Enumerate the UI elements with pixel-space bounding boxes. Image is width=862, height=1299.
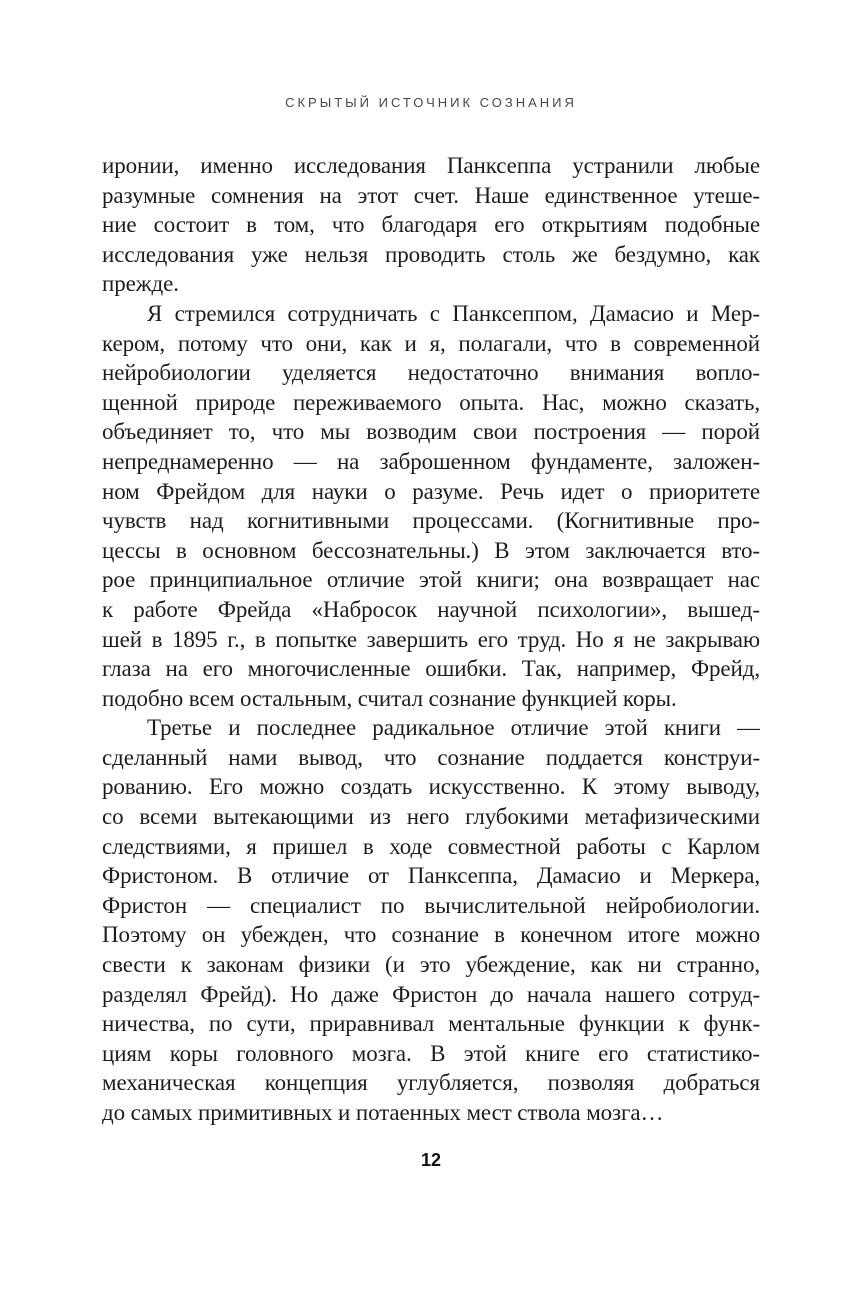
text-line: цессы в основном бессознательны.) В этом заключается вто- — [102, 537, 760, 563]
text-line: подобно всем остальным, считал сознание функцией коры. — [102, 685, 677, 711]
paragraph — [102, 299, 760, 713]
text-line: щенной природе переживаемого опыта. Нас, можно сказать, — [102, 389, 760, 415]
text-line: ном Фрейдом для науки о разуме. Речь идет о приоритете — [102, 478, 760, 504]
page-number: 12 — [420, 1150, 442, 1170]
text-line: к работе Фрейда «Набросок научной психологии», вышед- — [102, 596, 760, 622]
text-line: разделял Фрейд). Но даже Фристон до начала нашего сотруд- — [102, 981, 760, 1007]
body-text — [102, 151, 760, 1128]
text-line: ние состоит в том, что благодаря его открытиям подобные — [102, 212, 760, 238]
text-line: Фристон — специалист по вычислительной нейробиологии. — [102, 892, 760, 918]
text-line: кером, потому что они, как и я, полагали, что в современной — [102, 330, 760, 356]
text-line: Фристоном. В отличие от Панксеппа, Дамасио и Меркера, — [102, 863, 760, 889]
text-line: циям коры головного мозга. В этой книге его статистико- — [102, 1040, 760, 1066]
text-line: Я стремился сотрудничать с Панксеппом, Дамасио и Мер- — [147, 300, 760, 326]
text-line: Третье и последнее радикальное отличие этой книги — — [147, 715, 760, 741]
paragraph — [102, 151, 760, 299]
text-line: рованию. Его можно создать искусственно. К этому выводу, — [102, 774, 760, 800]
text-line: глаза на его многочисленные ошибки. Так, например, Фрейд, — [102, 656, 760, 682]
text-line: со всеми вытекающими из него глубокими метафизическими — [102, 804, 760, 830]
text-line: Поэтому он убежден, что сознание в конечном итоге можно — [102, 922, 760, 948]
text-line: прежде. — [102, 271, 179, 297]
text-line: чувств над когнитивными процессами. (Когнитивные про- — [102, 508, 760, 534]
text-line: нейробиологии уделяется недостаточно внимания вопло- — [102, 360, 760, 386]
text-line: объединяет то, что мы возводим свои построения — порой — [102, 419, 760, 445]
text-line: ничества, по сути, приравнивал ментальные функции к функ- — [102, 1011, 760, 1037]
text-line: до самых примитивных и потаенных мест ствола мозга… — [102, 1100, 664, 1125]
text-line: следствиями, я пришел в ходе совместной работы с Карлом — [102, 833, 760, 859]
text-line: шей в 1895 г., в попытке завершить его труд. Но я не закрываю — [102, 626, 760, 652]
text-line: непреднамеренно — на заброшенном фундаменте, заложен- — [102, 448, 760, 474]
text-line: рое принципиальное отличие этой книги; она возвращает нас — [102, 567, 760, 593]
text-line: исследования уже нельзя проводить столь же бездумно, как — [102, 241, 760, 267]
text-line: свести к законам физики (и это убеждение, как ни странно, — [102, 952, 760, 978]
text-line: сделанный нами вывод, что сознание поддается конструи- — [102, 744, 760, 770]
text-line: механическая концепция углубляется, позволяя добраться — [102, 1070, 760, 1096]
text-line: иронии, именно исследования Панксеппа устранили любые — [102, 153, 760, 178]
text-line: разумные сомнения на этот счет. Наше единственное утеше- — [102, 182, 760, 208]
paragraph — [102, 713, 760, 1127]
running-header: СКРЫТЫЙ ИСТОЧНИК СОЗНАНИЯ — [285, 95, 577, 110]
